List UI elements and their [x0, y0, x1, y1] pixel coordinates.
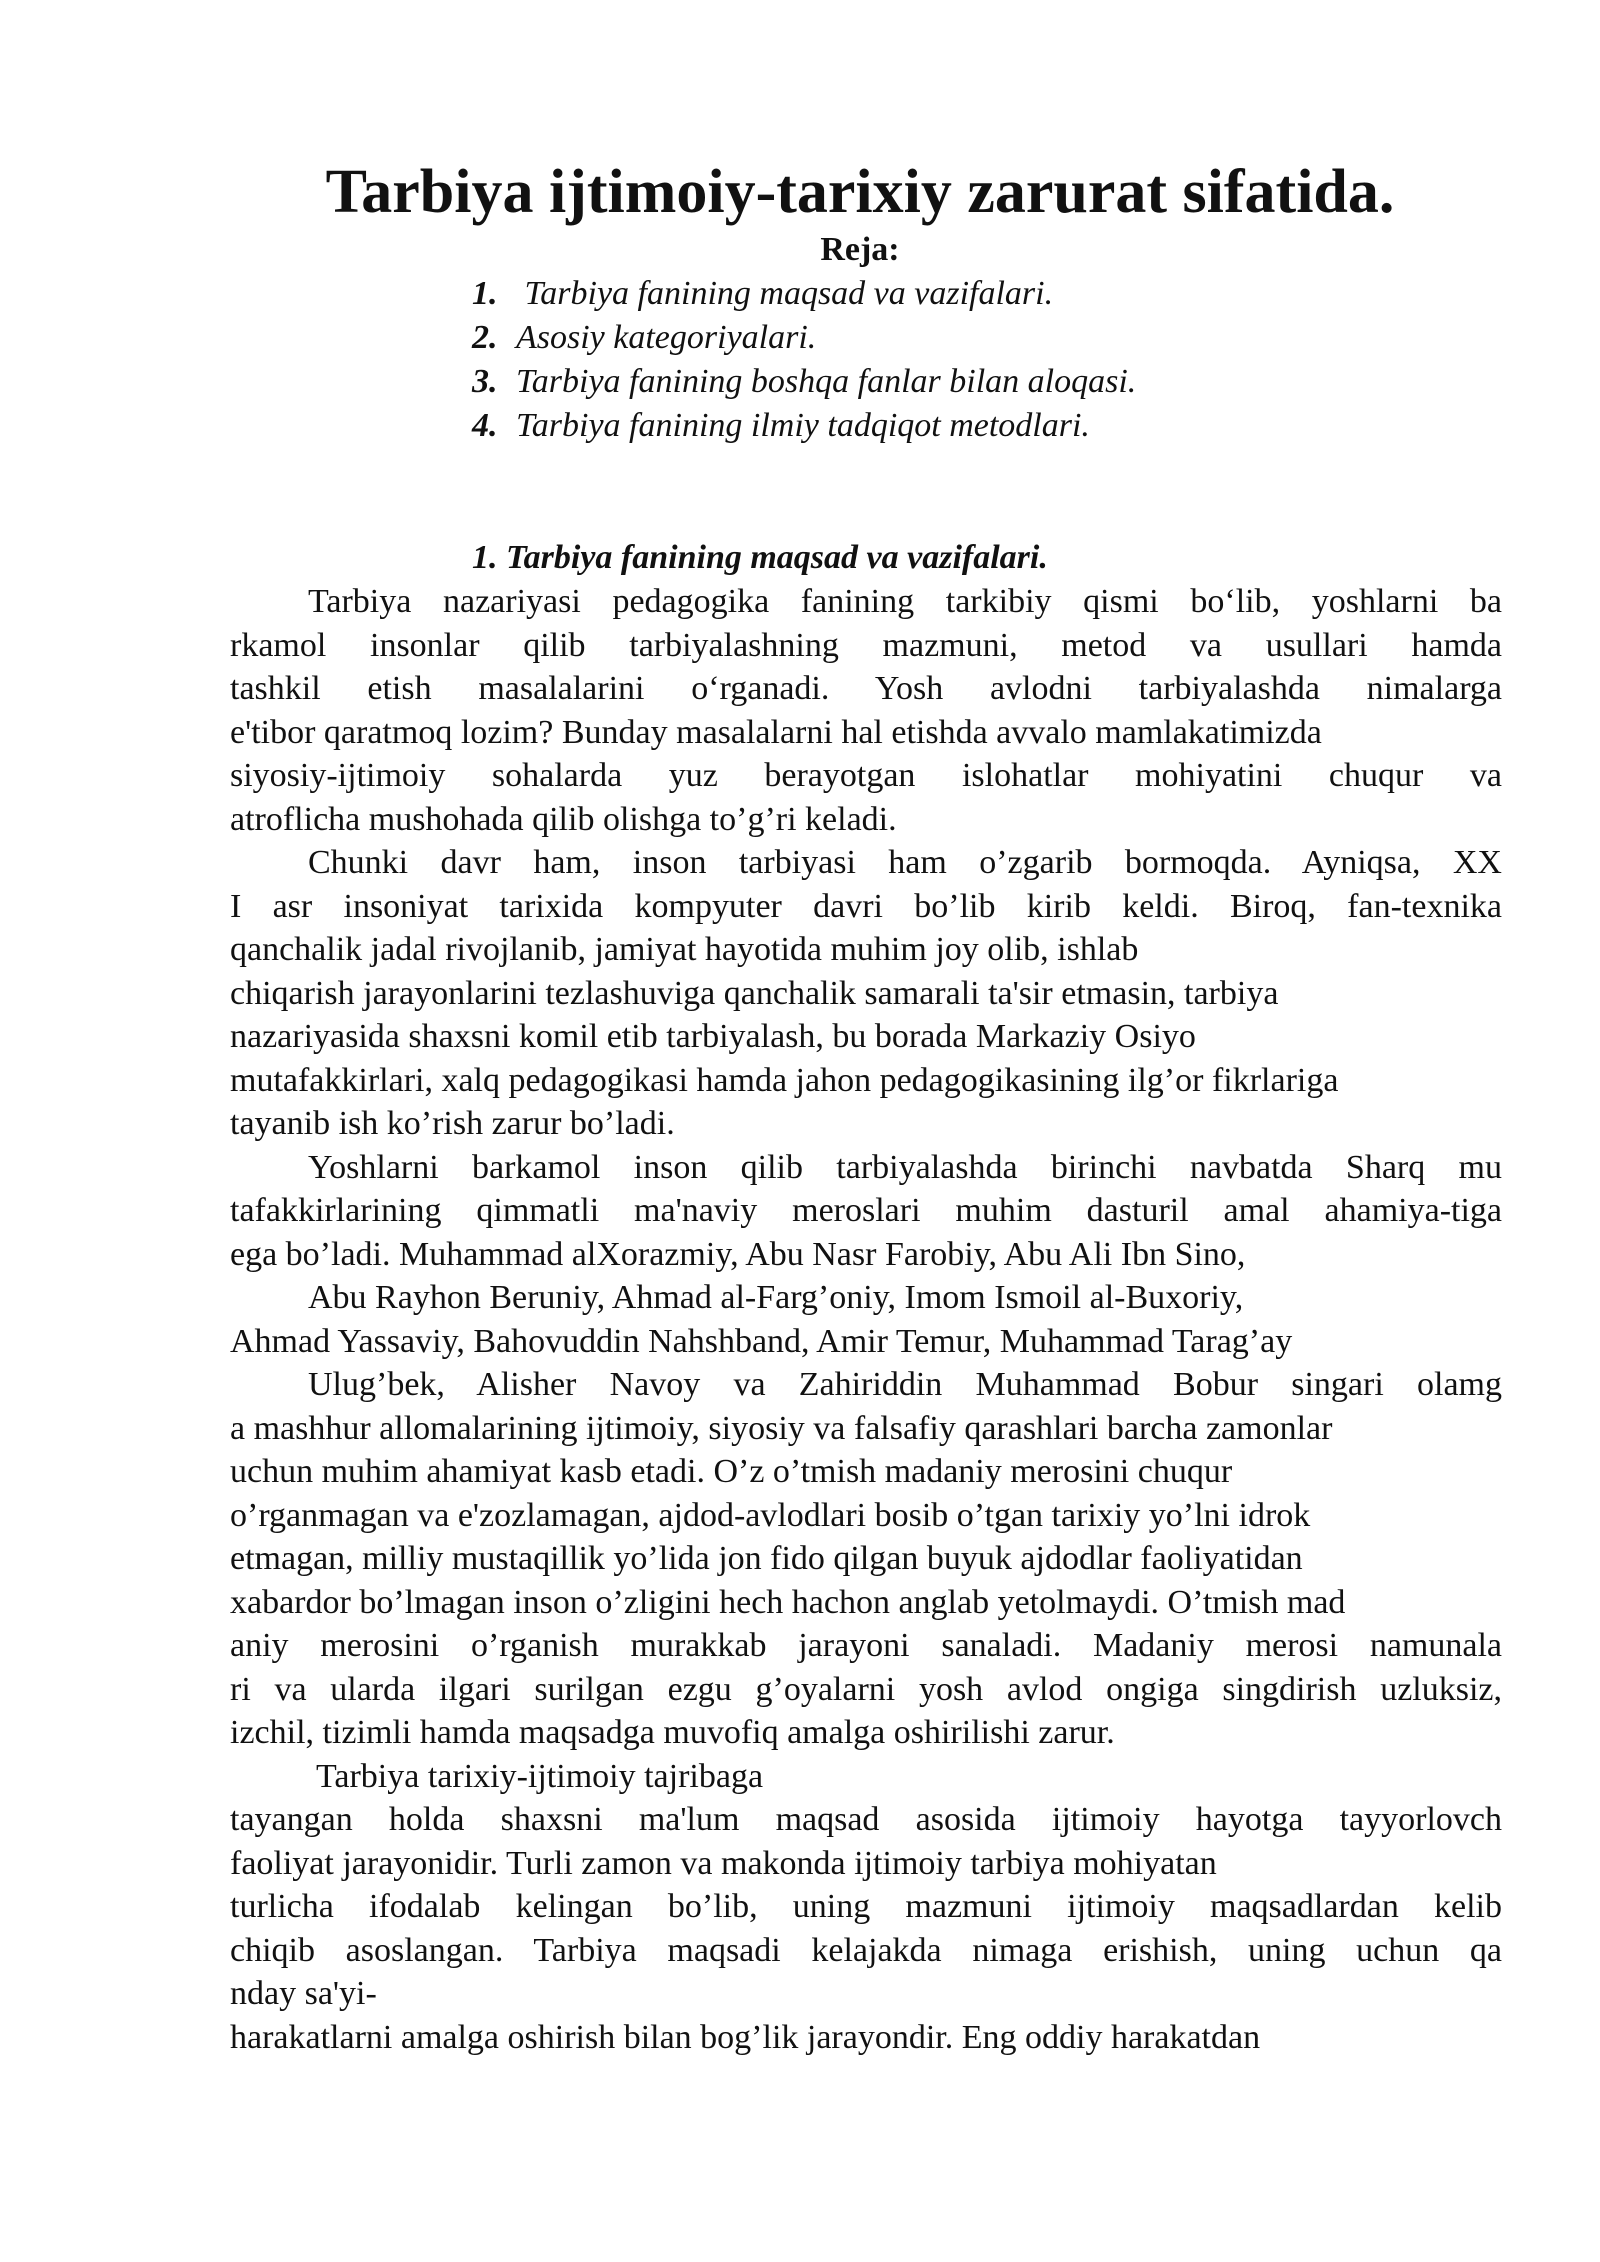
plan-list: [472, 272, 1136, 448]
plan-item-number: 1.: [472, 275, 498, 312]
text-line: siyosiy-ijtimoiy sohalarda yuz berayotgan islohatlar mohiyatini chuqur va: [230, 757, 1502, 794]
text-line: atroflicha mushohada qilib olishga to’g’ri keladi.: [230, 800, 897, 838]
text-line: Ahmad Yassaviy, Bahovuddin Nahshband, Amir Temur, Muhammad Tarag’ay: [230, 1322, 1293, 1360]
text-line: turlicha ifodalab kelingan bo’lib, uning mazmuni ijtimoiy maqsadlardan kelib: [230, 1888, 1502, 1925]
text-line: tafakkirlarining qimmatli ma'naviy meroslari muhim dasturil amal ahamiya-tiga: [230, 1192, 1502, 1229]
plan-item-number: 4.: [472, 407, 498, 444]
plan-item-number: 3.: [472, 363, 498, 400]
text-line: nazariyasida shaxsni komil etib tarbiyalash, bu borada Markaziy Osiyo: [230, 1018, 1196, 1055]
plan-item-text: Asosiy kategoriyalari.: [516, 319, 817, 356]
text-line: o’rganmagan va e'zozlamagan, ajdod-avlodlari bosib o’tgan tarixiy yo’lni idrok: [230, 1496, 1311, 1534]
text-line: e'tibor qaratmoq lozim? Bunday masalalarni hal etishda avvalo mamlakatimizda: [230, 713, 1322, 751]
plan-item-text: Tarbiya fanining maqsad va vazifalari.: [516, 275, 1054, 312]
text-line: etmagan, milliy mustaqillik yo’lida jon fido qilgan buyuk ajdodlar faoliyatidan: [230, 1540, 1303, 1577]
plan-item: [472, 316, 1136, 360]
text-line: Tarbiya tarixiy-ijtimoiy tajribaga: [316, 1757, 764, 1795]
text-line: faoliyat jarayonidir. Turli zamon va makonda ijtimoiy tarbiya mohiyatan: [230, 1844, 1217, 1882]
text-line: chiqib asoslangan. Tarbiya maqsadi kelajakda nimaga erishish, uning uchun qa: [230, 1931, 1502, 1969]
text-line: Tarbiya nazariyasi pedagogika fanining tarkibiy qismi bo‘lib, yoshlarni ba: [308, 583, 1502, 620]
text-line: tayangan holda shaxsni ma'lum maqsad asosida ijtimoiy hayotga tayyorlovch: [230, 1801, 1502, 1838]
text-line: aniy merosini o’rganish murakkab jarayoni sanaladi. Madaniy merosi namunala: [230, 1627, 1502, 1664]
document-title: Tarbiya ijtimoiy-tarixiy zarurat sifatida.: [325, 158, 1395, 226]
plan-item: [472, 404, 1136, 448]
text-line: ega bo’ladi. Muhammad alXorazmiy, Abu Nasr Farobiy, Abu Ali Ibn Sino,: [230, 1235, 1246, 1273]
section-heading: 1. Tarbiya fanining maqsad va vazifalari.: [472, 539, 1048, 576]
text-line: tashkil etish masalalarini o‘rganadi. Yosh avlodni tarbiyalashda nimalarga: [230, 670, 1502, 707]
text-line: Chunki davr ham, inson tarbiyasi ham o’zgarib bormoqda. Ayniqsa, XX: [308, 844, 1502, 881]
text-line: xabardor bo’lmagan inson o’zligini hech hachon anglab yetolmaydi. O’tmish mad: [230, 1583, 1346, 1621]
text-line: mutafakkirlari, xalq pedagogikasi hamda jahon pedagogikasining ilg’or fikrlariga: [230, 1061, 1339, 1099]
text-line: I asr insoniyat tarixida kompyuter davri bo’lib kirib keldi. Biroq, fan-texnika: [230, 887, 1502, 925]
text-line: Yoshlarni barkamol inson qilib tarbiyalashda birinchi navbatda Sharq mu: [308, 1148, 1502, 1186]
plan-item: [472, 360, 1136, 404]
text-line: qanchalik jadal rivojlanib, jamiyat hayotida muhim joy olib, ishlab: [230, 931, 1139, 968]
plan-item-text: Tarbiya fanining ilmiy tadqiqot metodlari.: [516, 407, 1090, 444]
text-line: tayanib ish ko’rish zarur bo’ladi.: [230, 1105, 675, 1142]
body-text: [230, 580, 1502, 2059]
text-line: rkamol insonlar qilib tarbiyalashning mazmuni, metod va usullari hamda: [230, 626, 1502, 664]
text-line: ri va ularda ilgari surilgan ezgu g’oyalarni yosh avlod ongiga singdirish uzluksiz,: [230, 1670, 1502, 1708]
text-line: nday sa'yi-: [230, 1975, 377, 2012]
text-line: Abu Rayhon Beruniy, Ahmad al-Farg’oniy, Imom Ismoil al-Buxoriy,: [308, 1279, 1244, 1316]
text-line: a mashhur allomalarining ijtimoiy, siyosiy va falsafiy qarashlari barcha zamonlar: [230, 1409, 1333, 1447]
plan-heading: Reja:: [820, 231, 900, 268]
plan-item: [472, 272, 1136, 316]
plan-item-number: 2.: [472, 319, 498, 356]
text-line: chiqarish jarayonlarini tezlashuviga qanchalik samarali ta'sir etmasin, tarbiya: [230, 974, 1279, 1012]
text-line: Ulug’bek, Alisher Navoy va Zahiriddin Muhammad Bobur singari olamg: [308, 1366, 1502, 1403]
text-line: uchun muhim ahamiyat kasb etadi. O’z o’tmish madaniy merosini chuqur: [230, 1453, 1233, 1490]
text-line: izchil, tizimli hamda maqsadga muvofiq amalga oshirilishi zarur.: [230, 1714, 1115, 1751]
plan-item-text: Tarbiya fanining boshqa fanlar bilan aloqasi.: [516, 363, 1137, 400]
text-line: harakatlarni amalga oshirish bilan bog’lik jarayondir. Eng oddiy harakatdan: [230, 2018, 1261, 2056]
